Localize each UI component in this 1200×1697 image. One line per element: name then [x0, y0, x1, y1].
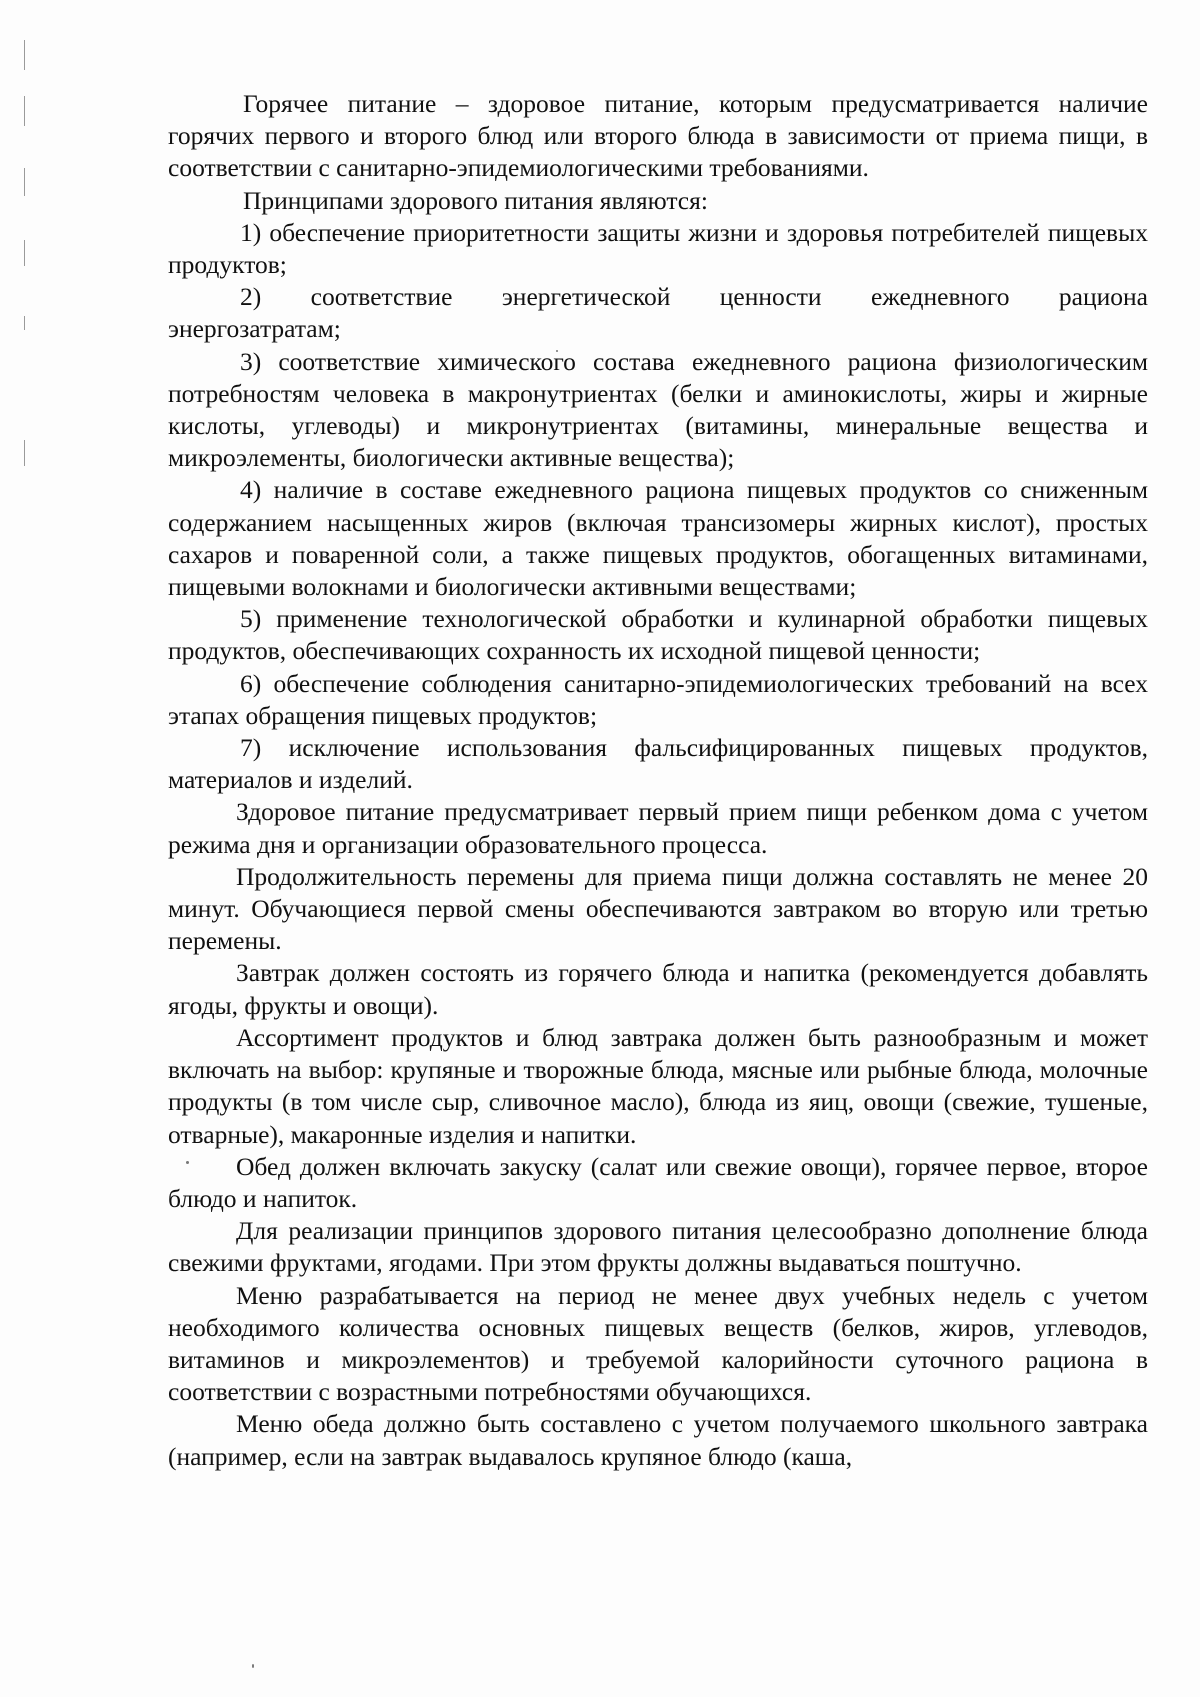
paragraph-break-duration: Продолжительность перемены для приема пищи должна составлять не менее 20 минут. Обучающиеся первой смены обеспечиваются завтраком во вторую или третью перемены. — [168, 861, 1148, 956]
paragraph-fruits-supplement: Для реализации принципов здорового питания целесообразно дополнение блюда свежими фруктами, ягодами. При этом фрукты должны выдаваться поштучно. — [168, 1216, 1148, 1278]
list-item-principle-3: 3) соответствие химического состава ежедневного рациона физиологическим потребностям человека в макронутриентах (белки и аминокислоты, жиры и жирные кислоты, углеводы) и микронутриентах (витамины, минеральные вещества и микроэлементы, биологически активные вещества); — [168, 346, 1148, 473]
paragraph-principles-intro: Принципами здорового питания являются: — [243, 185, 708, 215]
scan-artifact-line — [24, 168, 25, 196]
scan-artifact-line — [24, 240, 25, 266]
list-item-principle-5: 5) применение технологической обработки и кулинарной обработки пищевых продуктов, обеспечивающих сохранность их исходной пищевой ценности; — [168, 604, 1148, 666]
scan-artifact-line — [24, 440, 25, 466]
paragraph-menu-development: Меню разрабатывается на период не менее двух учебных недель с учетом необходимого количества основных пищевых веществ (белков, жиров, углеводов, витаминов и микроэлементов) и требуемой калорийности суточного рациона в соответствии с возрастными потребностями обучающихся. — [168, 1280, 1148, 1407]
list-item-principle-1: 1) обеспечение приоритетности защиты жизни и здоровья потребителей пищевых продуктов; — [168, 217, 1148, 280]
list-item-principle-4: 4) наличие в составе ежедневного рациона пищевых продуктов со сниженным содержанием насыщенных жиров (включая трансизомеры жирных кислот), простых сахаров и поваренной соли, а также пищевых продуктов, обогащенных витаминами, пищевыми волокнами и биологически активными веществами; — [168, 475, 1148, 602]
scan-artifact-dot — [252, 1664, 254, 1668]
paragraph-breakfast-assortment: Ассортимент продуктов и блюд завтрака должен быть разнообразным и может включать на выбор: крупяные и творожные блюда, мясные или рыбные блюда, молочные продукты (в том числе сыр, сливочное масло), блюда из яиц, овощи (свежие, тушеные, отварные), макаронные изделия и напитки. — [168, 1022, 1148, 1149]
scan-artifact-line — [24, 316, 25, 330]
paragraph-breakfast-composition: Завтрак должен состоять из горячего блюда и напитка (рекомендуется добавлять ягоды, фрукты и овощи). — [168, 958, 1148, 1020]
paragraph-hot-meals-definition: Горячее питание – здоровое питание, которым предусматривается наличие горячих первого и второго блюд или второго блюда в зависимости от приема пищи, в соответствии с санитарно-эпидемиологическими требованиями. — [168, 89, 1148, 183]
list-item-principle-7: 7) исключение использования фальсифицированных пищевых продуктов, материалов и изделий. — [168, 733, 1148, 795]
list-item-principle-2: 2) соответствие энергетической ценности ежедневного рациона энергозатратам; — [168, 282, 1148, 344]
scan-artifact-line — [24, 40, 25, 70]
paragraph-lunch-composition: Обед должен включать закуску (салат или свежие овощи), горячее первое, второе блюдо и напиток. — [168, 1151, 1148, 1213]
document-body — [168, 88, 1148, 1473]
paragraph-first-meal-home: Здоровое питание предусматривает первый прием пищи ребенком дома с учетом режима дня и организации образовательного процесса. — [168, 797, 1148, 859]
list-item-principle-6: 6) обеспечение соблюдения санитарно-эпидемиологических требований на всех этапах обращения пищевых продуктов; — [168, 668, 1148, 730]
scan-artifact-line — [24, 96, 25, 126]
paragraph-lunch-menu: Меню обеда должно быть составлено с учетом получаемого школьного завтрака (например, если на завтрак выдавалось крупяное блюдо (каша, — [168, 1409, 1148, 1471]
